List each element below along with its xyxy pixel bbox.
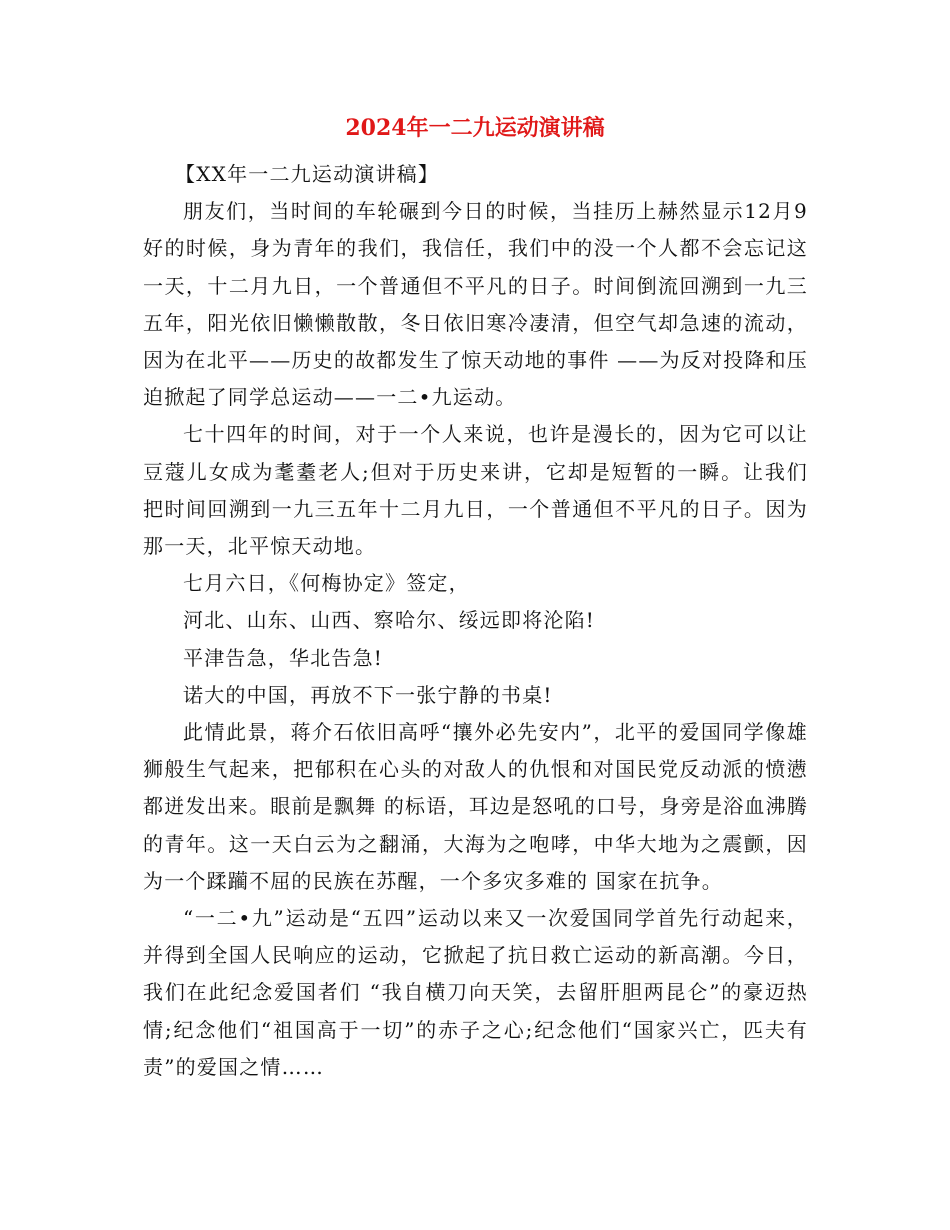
document-body [143,156,808,1086]
paragraph: 七月六日，《何梅协定》签定， [183,571,470,596]
document-title: 2024年一二九运动演讲稿 [345,115,605,141]
paragraph: 此情此景，蒋介石依旧高呼“攘外必先安内”，北平的爱国同学像雄狮般生气起来，把郁积在心头的对敌人的仇恨和对国民党反动派的愤懑都迸发出来。眼前是飘舞 的标语，耳边是怒吼的口号，身旁是浴血沸腾的青年。这一天白云为之翻涌，大海为之咆哮，中华大地为之震颤，因为一个蹂躏不屈的民族在苏醒，一个多灾多难的 国家在抗争。 [143,720,808,893]
paragraph: 诺大的中国，再放不下一张宁静的书桌! [183,682,553,707]
paragraph: 平津告急，华北告急! [183,645,384,670]
paragraph: 七十四年的时间，对于一个人来说，也许是漫长的，因为它可以让豆蔻儿女成为耄耋老人;但对于历史来讲，它却是短暂的一瞬。让我们把时间回溯到一九三五年十二月九日，一个普通但不平凡的日子。因为那一天，北平惊天动地。 [143,422,808,559]
paragraph: “一二•九”运动是“五四”运动以来又一次爱国同学首先行动起来，并得到全国人民响应的运动，它掀起了抗日救亡运动的新高潮。今日，我们在此纪念爱国者们 “我自横刀向天笑，去留肝胆两昆仑”的豪迈热情;纪念他们“祖国高于一切”的赤子之心;纪念他们“国家兴亡，匹夫有责”的爱国之情…… [143,906,808,1079]
document-subtitle: 【XX年一二九运动演讲稿】 [175,162,440,186]
paragraph: 朋友们，当时间的车轮碾到今日的时候，当挂历上赫然显示12月9好的时候，身为青年的我们，我信任，我们中的没一个人都不会忘记这一天，十二月九日，一个普通但不平凡的日子。时间倒流回溯到一九三五年，阳光依旧懒懒散散，冬日依旧寒冷凄清，但空气却急速的流动，因为在北平——历史的故都发生了惊天动地的事件 ——为反对投降和压迫掀起了同学总运动——一二•九运动。 [143,199,808,410]
paragraph: 河北、山东、山西、察哈尔、绥远即将沦陷! [183,608,596,633]
